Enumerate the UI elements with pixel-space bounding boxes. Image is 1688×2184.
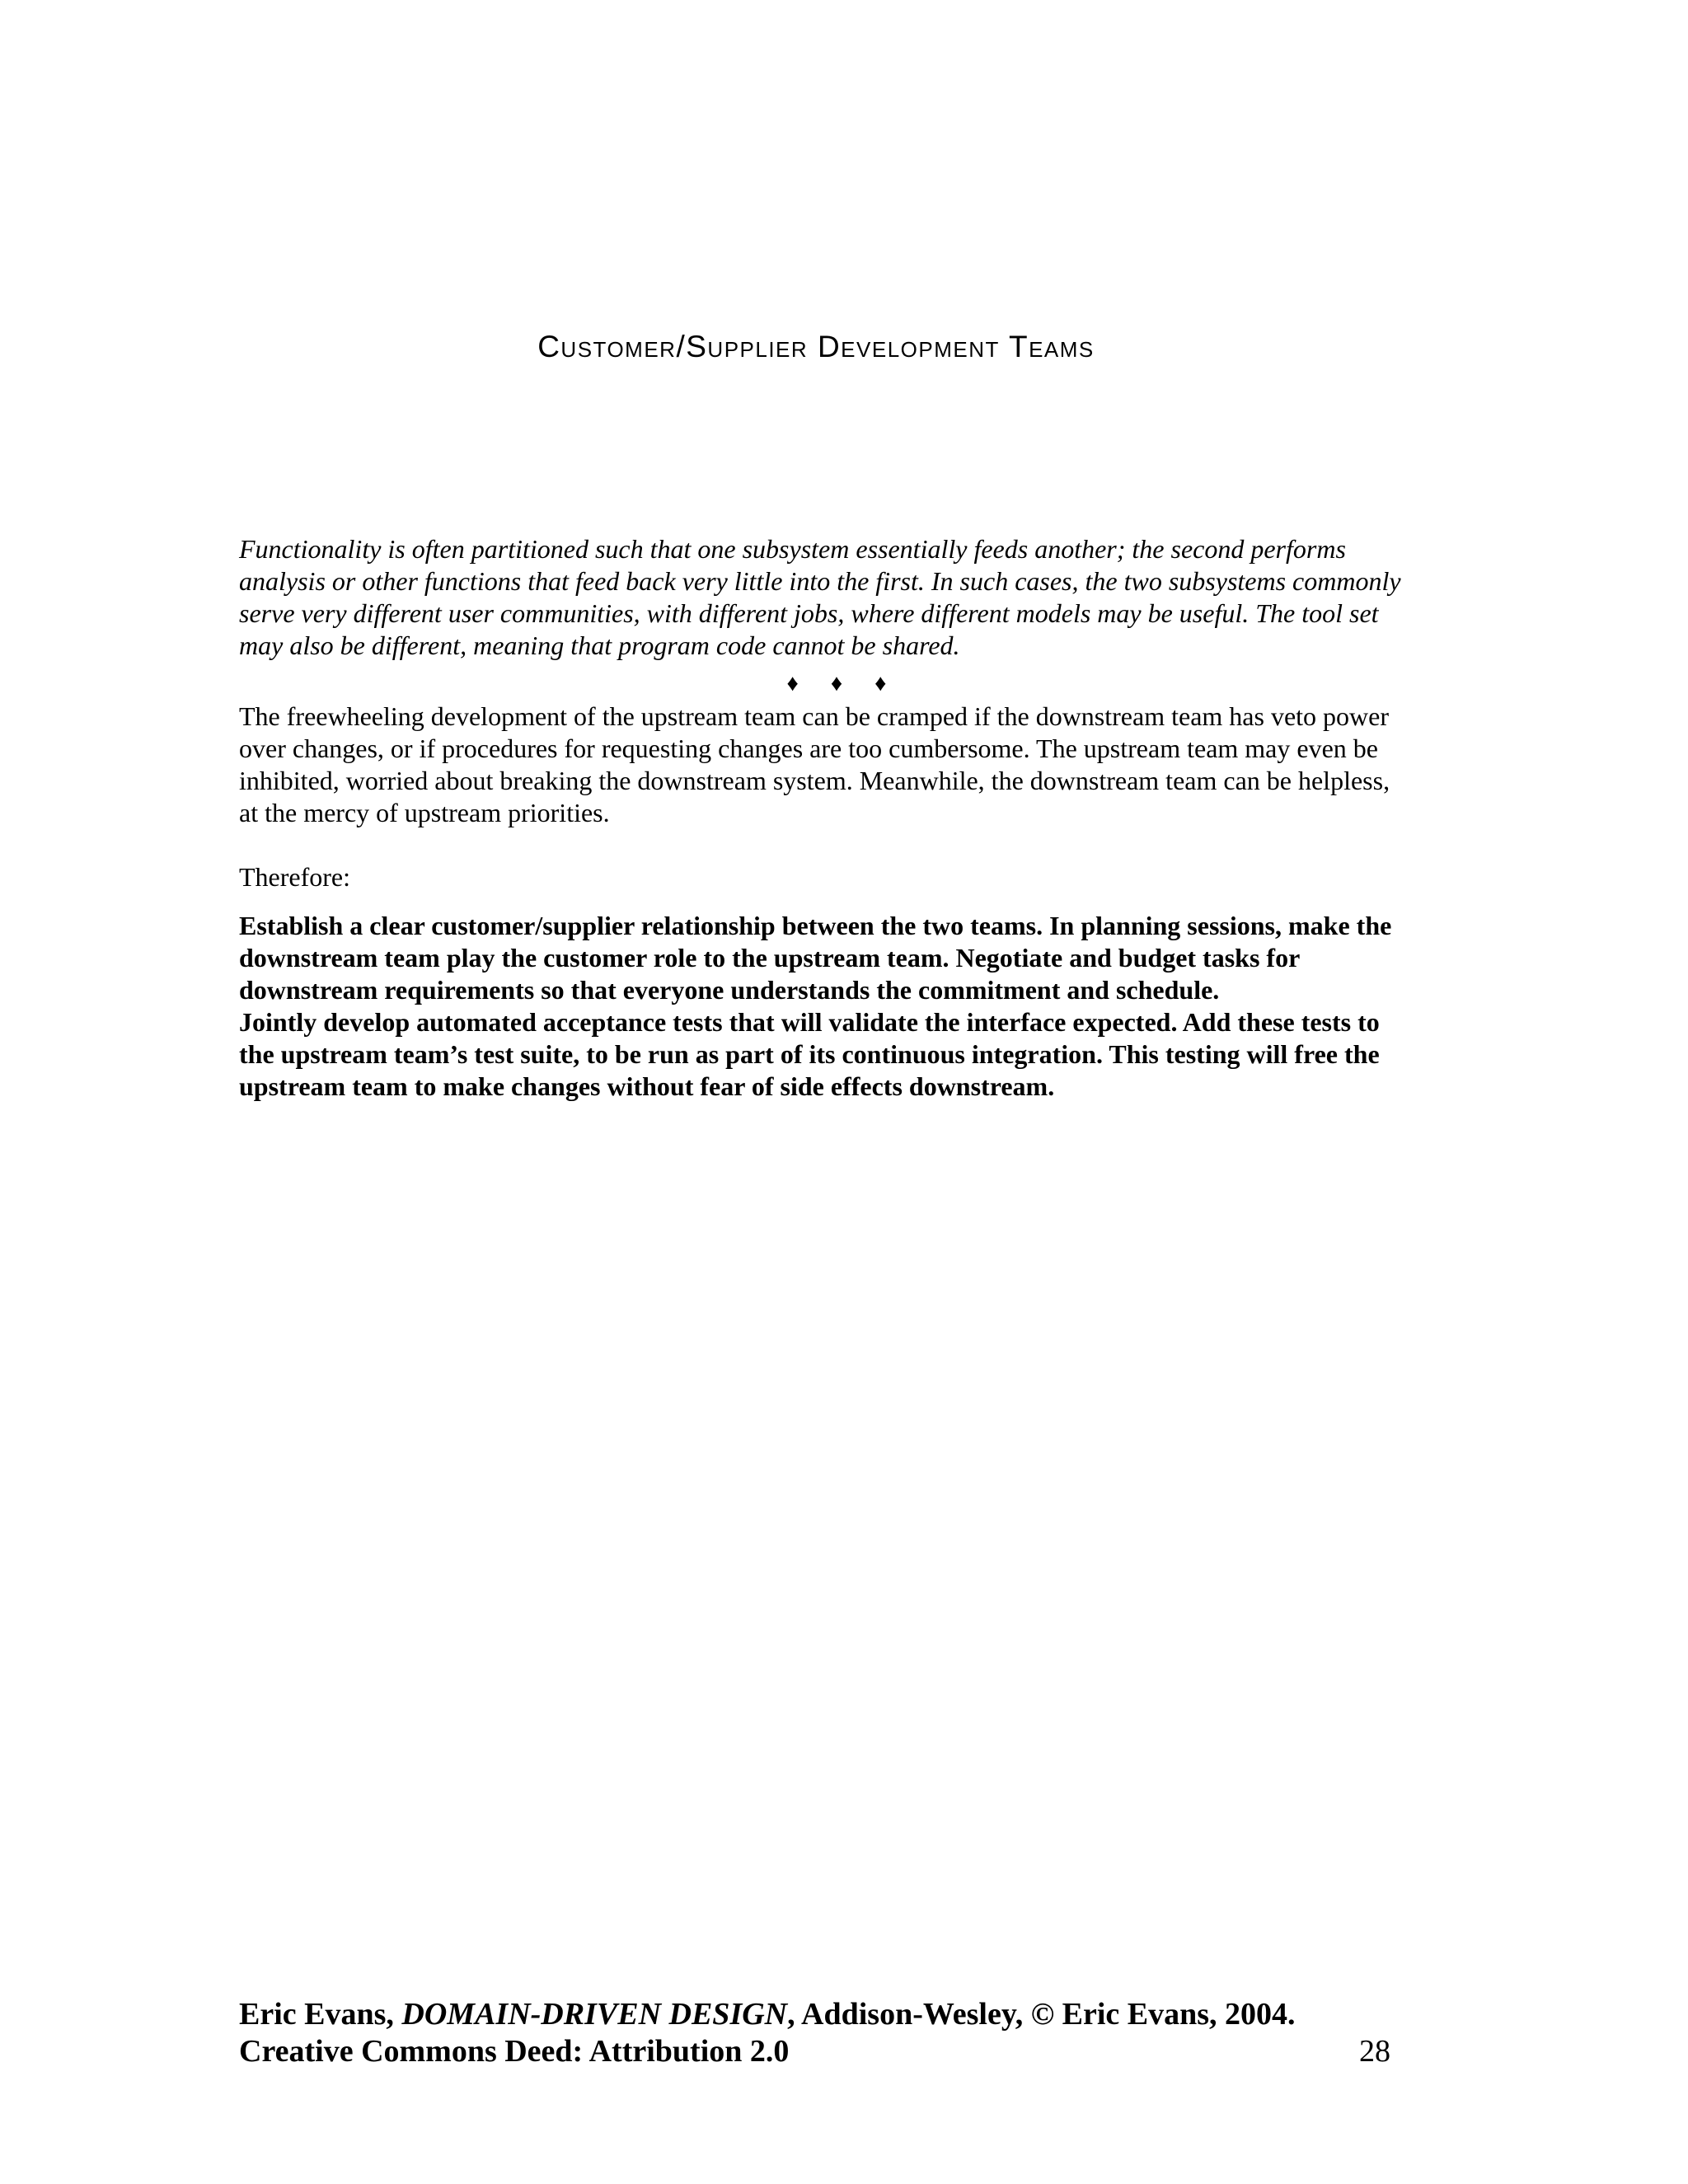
book-title: DOMAIN-DRIVEN DESIGN [401,1997,788,2032]
problem-paragraph: The freewheeling development of the upstream team can be cramped if the downstream team has veto power over changes, or if procedures for requesting changes are too cumbersome. The upstream team may even be inhibited, worried about breaking the downstream system. Meanwhile, the downstream team can be helpless, at the mercy of upstream priorities. [239,701,1390,827]
citation-line [239,1996,1390,2033]
author-name: Eric Evans, [239,1997,402,2032]
page-title: Customer/Supplier Development Teams [537,330,1095,363]
diamond-separator [239,668,1409,701]
body-content [239,533,1409,1103]
page-footer [239,1996,1390,2070]
diamond-icon: ♦ [786,671,799,696]
diamond-icon: ♦ [874,671,887,696]
context-paragraph: Functionality is often partitioned such that one subsystem essentially feeds another; the second performs analysis or other functions that feed back very little into the first. In such cases, the two subsystems commonly serve very different user communities, with different jobs, where different models may be useful. The tool set may also be different, meaning that program code cannot be shared. [239,534,1401,660]
publisher-info: , Addison-Wesley, © Eric Evans, 2004. [787,1997,1296,2032]
solution-paragraph: Jointly develop automated acceptance tests that will validate the interface expected. Add these tests to the upstream team’s test suite, to be run as part of its continuous integration. This testing will free the upstream team to make changes without fear of side effects downstream. [239,1007,1380,1101]
therefore-label: Therefore: [239,862,351,892]
solution-paragraph: Establish a clear customer/supplier relationship between the two teams. In planning sessions, make the downstream team play the customer role to the upstream team. Negotiate and budget tasks for downstream requirements so that everyone understands the commitment and schedule. [239,911,1392,1005]
solution-block [239,910,1409,1103]
diamond-icon: ♦ [830,671,843,696]
license-line: Creative Commons Deed: Attribution 2.0 [239,2034,790,2069]
page-number: 28 [1359,2034,1390,2069]
